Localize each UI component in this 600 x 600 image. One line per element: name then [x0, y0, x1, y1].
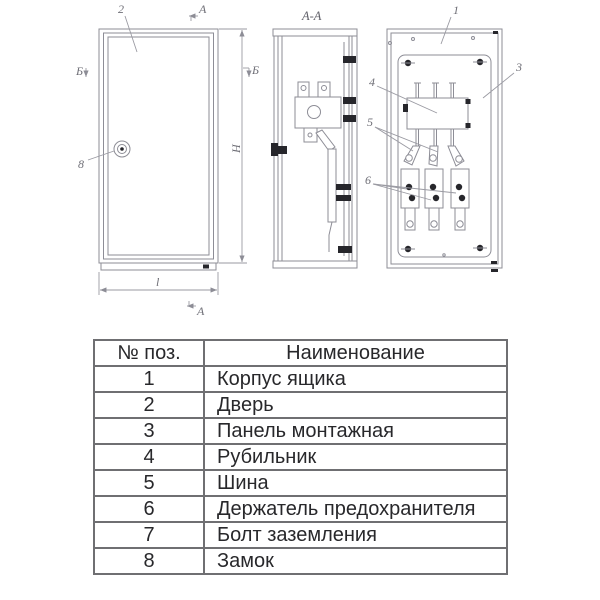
col-header-name: Наименование: [204, 340, 507, 366]
lock-side-view: [271, 143, 287, 156]
svg-text:А: А: [199, 2, 207, 16]
ground-bolt-side: [338, 246, 352, 253]
svg-text:Б: Б: [76, 64, 84, 78]
section-view: [271, 9, 357, 268]
table-row: [94, 444, 507, 470]
table-row: [94, 418, 507, 444]
switch-front-view: [403, 83, 471, 146]
ground-bolt-front: [491, 261, 497, 264]
internal-view: [365, 3, 522, 272]
part-number: 8: [94, 548, 204, 574]
callout-1: 1: [453, 3, 459, 17]
parts-table: [93, 339, 508, 575]
dimension-length: [99, 272, 218, 295]
part-name: Панель монтажная: [204, 418, 507, 444]
svg-text:H: H: [229, 144, 243, 153]
part-name: Рубильник: [204, 444, 507, 470]
part-number: 2: [94, 392, 204, 418]
callout-4: 4: [369, 75, 375, 89]
callout-6: 6: [365, 173, 371, 187]
section-view-title: А-А: [302, 9, 322, 23]
table-row: [94, 470, 507, 496]
part-name: Дверь: [204, 392, 507, 418]
table-row: [94, 366, 507, 392]
part-number: 1: [94, 366, 204, 392]
front-view: [75, 2, 259, 318]
part-name: Замок: [204, 548, 507, 574]
table-row: [94, 548, 507, 574]
col-header-position: № поз.: [94, 340, 204, 366]
svg-text:А: А: [197, 304, 205, 318]
part-number: 3: [94, 418, 204, 444]
table-row: [94, 522, 507, 548]
part-number: 7: [94, 522, 204, 548]
part-number: 6: [94, 496, 204, 522]
part-name: Держатель предохранителя: [204, 496, 507, 522]
table-row: [94, 392, 507, 418]
part-number: 4: [94, 444, 204, 470]
section-mark-a-bottom: [187, 301, 205, 318]
fuse-holder-side-view: [316, 130, 351, 252]
door-lock: [114, 141, 130, 157]
callout-5: 5: [367, 115, 373, 129]
fuse-holders: [401, 169, 469, 230]
callout-3: 3: [516, 60, 522, 74]
table-header-row: [94, 340, 507, 366]
svg-text:Б: Б: [252, 63, 260, 77]
section-mark-b-left: [75, 64, 86, 78]
part-name: Корпус ящика: [204, 366, 507, 392]
bus-bars: [404, 146, 464, 166]
part-name: Болт заземления: [204, 522, 507, 548]
back-wall-section: [352, 36, 357, 261]
callout-8: 8: [78, 157, 84, 171]
part-number: 5: [94, 470, 204, 496]
dimension-height: [219, 29, 247, 263]
svg-text:l: l: [156, 275, 160, 289]
section-mark-b-right: [243, 63, 259, 77]
callout-2: 2: [118, 2, 124, 16]
part-name: Шина: [204, 470, 507, 496]
section-mark-a-top: [189, 2, 207, 21]
cabinet-base: [101, 263, 216, 270]
table-row: [94, 496, 507, 522]
